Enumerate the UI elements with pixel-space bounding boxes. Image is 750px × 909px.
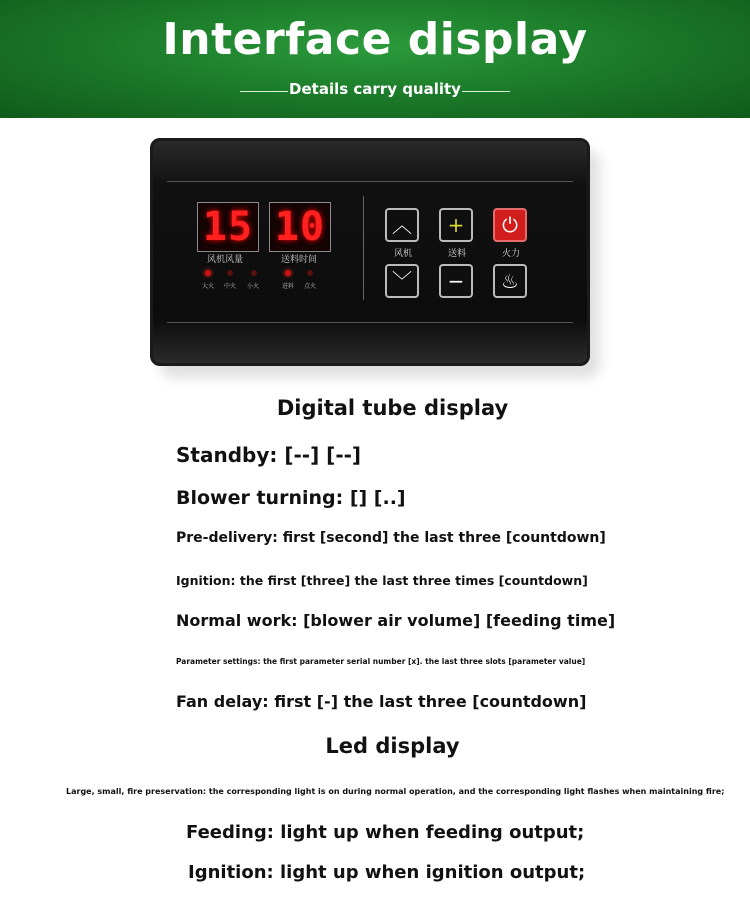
feeding-line: Feeding: light up when feeding output; bbox=[186, 822, 585, 843]
fan-key-label: 风机 bbox=[394, 249, 413, 259]
page-title: Interface display bbox=[162, 14, 588, 65]
page-subtitle: Details carry quality bbox=[289, 80, 461, 98]
fan-up-button[interactable]: ︿ bbox=[385, 208, 419, 242]
led-small-fire bbox=[251, 270, 257, 276]
controller-device bbox=[150, 138, 590, 366]
led-big-fire-label: 大火 bbox=[202, 283, 215, 290]
display-2-label: 送料时间 bbox=[281, 255, 318, 265]
led-ignition bbox=[307, 270, 313, 276]
seven-segment-display-1: 15 bbox=[197, 202, 259, 252]
led-small-fire-label: 小火 bbox=[247, 283, 260, 290]
led-mid-fire bbox=[227, 270, 233, 276]
led-big-fire bbox=[205, 270, 211, 276]
plus-button[interactable]: + bbox=[439, 208, 473, 242]
power-button[interactable]: ⏻ bbox=[493, 208, 527, 242]
panel-divider bbox=[363, 196, 364, 300]
led-feeding bbox=[285, 270, 291, 276]
display-1-label: 风机风量 bbox=[207, 255, 244, 265]
fan-down-button[interactable]: ﹀ bbox=[385, 264, 419, 298]
digital-tube-heading: Digital tube display bbox=[276, 396, 509, 420]
ignition-line: Ignition: the first [three] the last three times [countdown] bbox=[176, 573, 588, 588]
fan-delay-line: Fan delay: first [-] the last three [countdown] bbox=[176, 692, 587, 711]
led-feeding-label: 进料 bbox=[282, 283, 295, 290]
led-description-line: Large, small, fire preservation: the corresponding light is on during normal operation, and the corresponding light flashes when maintaining fire; bbox=[66, 787, 725, 796]
control-panel bbox=[167, 181, 573, 323]
seven-segment-display-2: 10 bbox=[269, 202, 331, 252]
normal-work-line: Normal work: [blower air volume] [feeding time] bbox=[176, 611, 616, 630]
led-mid-fire-label: 中火 bbox=[224, 283, 237, 290]
minus-button[interactable]: − bbox=[439, 264, 473, 298]
fire-key-label: 火力 bbox=[502, 249, 521, 259]
standby-line: Standby: [--] [--] bbox=[176, 443, 362, 467]
ignition-led-line: Ignition: light up when ignition output; bbox=[188, 862, 586, 883]
fire-button[interactable]: ♨ bbox=[493, 264, 527, 298]
blower-line: Blower turning: [] [..] bbox=[176, 487, 406, 509]
led-ignition-label: 点火 bbox=[304, 283, 317, 290]
feed-key-label: 送料 bbox=[448, 249, 467, 259]
led-display-heading: Led display bbox=[325, 734, 460, 758]
predelivery-line: Pre-delivery: first [second] the last three [countdown] bbox=[176, 530, 606, 546]
parameter-settings-line: Parameter settings: the first parameter serial number [x]. the last three slots [parameter value] bbox=[176, 657, 586, 666]
header-banner bbox=[0, 0, 750, 118]
subtitle-line-right bbox=[462, 91, 510, 92]
